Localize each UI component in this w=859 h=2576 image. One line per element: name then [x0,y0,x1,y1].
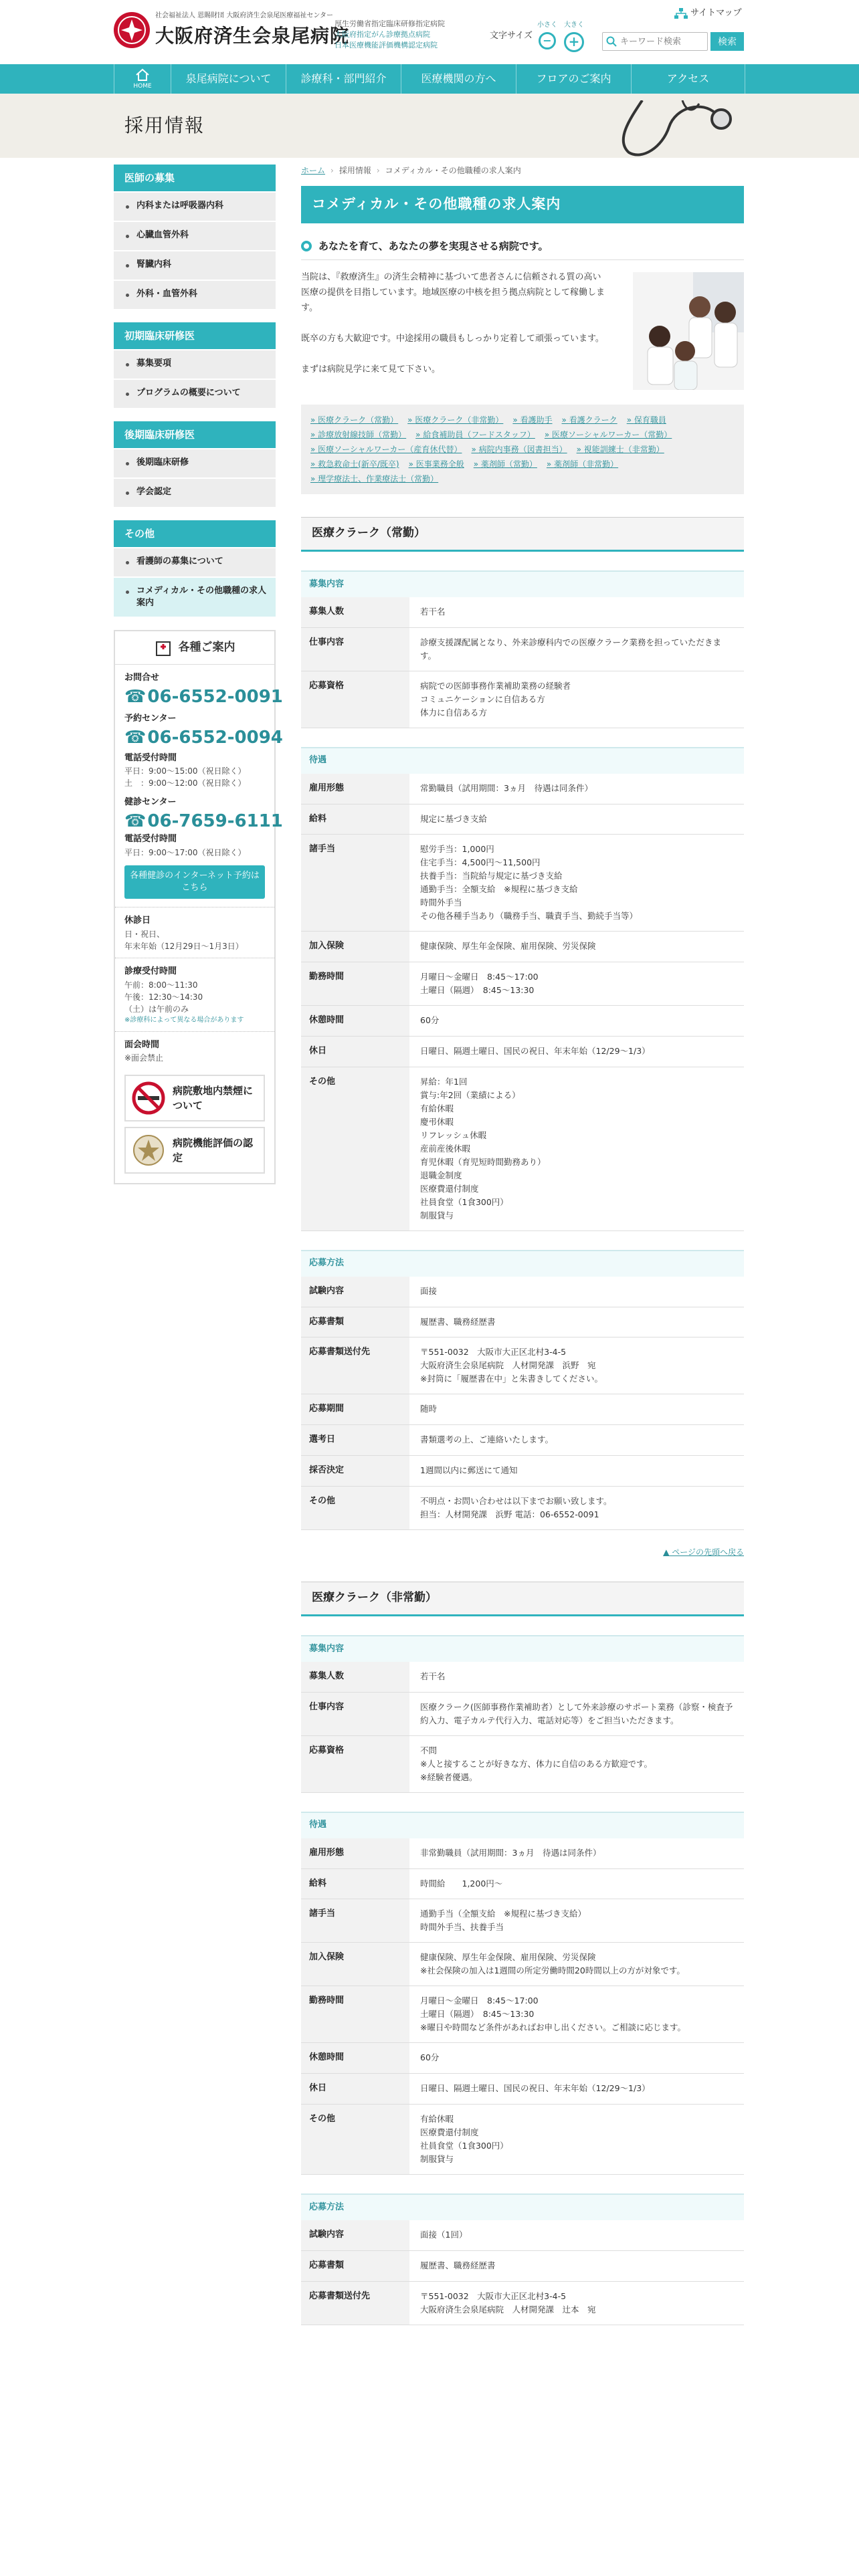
table-row [301,2104,744,2174]
main-content [301,165,744,2325]
row-label: 募集人数 [301,597,409,627]
sidebar-group-other [114,520,276,618]
table-row [301,2074,744,2105]
info-contacts [115,665,283,907]
inquiry-label: お問合せ [124,673,160,683]
phone-hours-weekday: 平日：9:00〜15:00（祝日除く） [124,766,246,776]
info-box [114,630,283,1184]
table-row [301,1486,744,1529]
page-title: コメディカル・その他職種の求人案内 [301,186,744,223]
logo-subtitle: 社会福祉法人 恩賜財団 大阪府済生会泉尾医療福祉センター [155,12,333,19]
row-label: その他 [301,2104,409,2174]
phone-icon: ☎ [124,727,147,748]
table-row [301,627,744,671]
breadcrumb-recruit[interactable]: 採用情報 [339,166,371,175]
job-subsection-heading: 募集内容 [301,1635,744,1662]
job-anchor-link[interactable]: » 理学療法士、作業療法士（常勤） [310,471,438,486]
font-size-label: 文字サイズ [490,31,533,41]
row-value: 病院での医師事務作業補助業務の経験者 コミュニケーションに自信ある方 体力に自信ある方 [409,671,744,728]
cert-3: 日本医療機能評価機構認定病院 [335,41,438,49]
row-value: 健康保険、厚生年金保険、雇用保険、労災保険 ※社会保険の加入は1週間の所定労働時間20時間以上の方が対象です。 [409,1943,744,1986]
row-value: 書類選考の上、ご連絡いたします。 [409,1425,744,1456]
font-small-label: 小さく [537,21,557,29]
job-anchor-link[interactable]: » 医療クラーク（非常勤） [407,413,503,427]
sitemap-link[interactable] [674,7,742,21]
sidebar-item-nurses[interactable]: 看護師の募集について [114,548,276,578]
job-anchor-link[interactable]: » 診療放射線技師（常勤） [310,427,406,442]
certifications [335,19,488,51]
checkup-label: 健診センター [124,797,177,808]
row-value: 随時 [409,1394,744,1425]
job-anchor-link[interactable]: » 医療ソーシャルワーカー（常勤） [545,427,672,442]
no-smoking-icon [131,1081,166,1115]
row-value: 診療支援課配属となり、外来診療科内での医療クラーク業務を担っていただきます。 [409,627,744,671]
hospital-evaluation-banner[interactable] [124,1127,265,1174]
hospital-name: 大阪府済生会泉尾病院 [155,25,350,47]
row-label: 応募書類送付先 [301,2281,409,2325]
reception-note: ※診療科によって異なる場合があります [124,1016,244,1024]
font-big-label: 大きく [564,21,584,29]
row-label: 応募書類送付先 [301,1337,409,1394]
row-value: 面接（1回） [409,2220,744,2250]
row-label: 応募期間 [301,1394,409,1425]
info-visiting [115,1032,274,1070]
row-label: 採否決定 [301,1455,409,1486]
row-label: 仕事内容 [301,627,409,671]
table-row [301,1006,744,1037]
table-row [301,2281,744,2325]
sidebar-group-initial-residents [114,322,276,409]
sitemap-label: サイトマップ [690,8,742,18]
row-label: 給料 [301,804,409,835]
job-subsection-heading: 募集内容 [301,570,744,597]
job-section [301,1582,744,2325]
row-label: その他 [301,1067,409,1230]
table-row [301,1337,744,1394]
cert-1: 厚生労働省指定臨床研修指定病院 [335,19,445,28]
logo-emblem-icon [114,12,150,48]
row-value: 若干名 [409,1662,744,1692]
table-row [301,962,744,1006]
job-title: 医療クラーク（常勤） [301,517,744,552]
sidebar-item-program-overview[interactable]: プログラムの概要について [114,380,276,409]
row-value: 月曜日〜金曜日 8:45〜17:00 土曜日（隔週） 8:45〜13:30 [409,962,744,1006]
circle-bullet-icon [301,241,312,251]
row-label: 仕事内容 [301,1692,409,1735]
row-value: 常勤職員（試用期間：3ヵ月 待遇は同条件） [409,774,744,804]
nav-about[interactable]: 泉尾病院について [171,64,286,94]
reserve-label: 予約センター [124,713,177,724]
row-label: 選考日 [301,1425,409,1456]
intro-paragraph-1: 当院は、『救療済生』の済生会精神に基づいて患者さんに信頼される質の高い医療の提供を目指しています。地域医療の中核を担う拠点病院として稼働します。 [301,272,605,313]
inquiry-phone-number: 06-6552-0091 [147,686,283,707]
job-detail-table [301,1662,744,1793]
zoom-out-icon: − [539,32,556,49]
job-detail-table [301,597,744,728]
row-value: 〒551-0032 大阪市大正区北村3-4-5 大阪府済生会泉尾病院 人材開発課 辻本 宛 [409,2281,744,2325]
sitemap-icon [674,8,688,19]
job-section [301,517,744,1559]
nav-floor-guide[interactable]: フロアのご案内 [516,64,632,94]
row-label: 休憩時間 [301,1006,409,1037]
table-row [301,1868,744,1899]
table-row [301,1277,744,1307]
job-subsection-heading: 応募方法 [301,2193,744,2220]
table-row [301,932,744,962]
job-title: 医療クラーク（非常勤） [301,1582,744,1616]
info-holidays [115,907,274,958]
row-label: 休日 [301,1036,409,1067]
row-value: 規定に基づき支給 [409,804,744,835]
intro-section [301,270,744,403]
sidebar-item-nephrology[interactable]: 腎臓内科 [114,251,276,281]
phone-hours-saturday: 土 ：9:00〜12:00（祝日除く） [124,778,246,788]
table-row [301,2250,744,2281]
sidebar [114,165,283,1184]
global-nav [0,64,859,94]
table-row [301,774,744,804]
sidebar-item-internal-medicine[interactable]: 内科または呼吸器内科 [114,193,276,222]
row-value: 不問 ※人と接することが好きな方、体力に自信のある方歓迎です。 ※経験者優遇。 [409,1735,744,1792]
job-listings [301,517,744,2325]
sidebar-heading-initial-residents[interactable]: 初期臨床研修医 [114,322,276,349]
home-icon [135,68,150,82]
no-smoking-banner-label: 病院敷地内禁煙について [173,1085,254,1112]
row-label: 雇用形態 [301,774,409,804]
checkup-phone[interactable] [124,810,283,833]
page-top-link[interactable]: ▲ ページの先頭へ戻る [663,1547,744,1557]
table-row [301,597,744,627]
sidebar-group-senior-residents [114,421,276,508]
online-checkup-reservation-button[interactable]: 各種健診のインターネット予約はこちら [124,865,265,899]
row-value: 若干名 [409,597,744,627]
row-label: 勤務時間 [301,962,409,1006]
intro-paragraph-3: まずは病院見学に来て見て下さい。 [301,364,441,374]
checkup-phone-number: 06-7659-6111 [147,811,283,832]
nav-departments[interactable]: 診療科・部門紹介 [286,64,401,94]
certification-icon [131,1133,166,1168]
row-value: 医療クラーク(医師事務作業補助者）として外来診療のサポート業務（診察・検査予約入力、電子カルテ代行入力、電話対応等）をご担当いただきます。 [409,1692,744,1735]
table-row [301,1036,744,1067]
table-row [301,1986,744,2043]
sidebar-item-senior-training[interactable]: 後期臨床研修 [114,449,276,479]
intro-heading-text: あなたを育て、あなたの夢を実現させる病院です。 [318,240,549,252]
reception-label: 診療受付時間 [124,966,177,976]
job-anchor-link[interactable]: » 医事業務全般 [409,457,464,471]
row-value: 非常勤職員（試用期間：3ヵ月 待遇は同条件） [409,1838,744,1868]
job-anchor-link[interactable]: » 病院内事務（図書担当） [471,442,567,457]
holiday-line-1: 日・祝日、 [124,929,165,939]
sidebar-heading-other[interactable]: その他 [114,520,276,547]
table-row [301,1067,744,1230]
row-value: 日曜日、隔週土曜日、国民の祝日、年末年始（12/29〜1/3） [409,1036,744,1067]
staff-photo [633,272,744,390]
checkup-hours: 平日：9:00〜17:00（祝日除く） [124,847,246,857]
table-row [301,2043,744,2074]
sidebar-heading-senior-residents[interactable]: 後期臨床研修医 [114,421,276,448]
breadcrumb-home[interactable]: ホーム [301,166,326,175]
row-value: 履歴書、職務経歴書 [409,1307,744,1337]
row-value: 〒551-0032 大阪市大正区北村3-4-5 大阪府済生会泉尾病院 人材開発課 浜野 宛 ※封筒に「履歴書在中」と朱書きしてください。 [409,1337,744,1394]
job-anchor-link[interactable]: » 医療クラーク（常勤） [310,413,398,427]
row-value: 履歴書、職務経歴書 [409,2250,744,2281]
row-label: 応募書類 [301,2250,409,2281]
sidebar-item-surgery[interactable]: 外科・血管外科 [114,281,276,310]
row-value: 通勤手当（全額支給 ※規程に基づき支給） 時間外手当、扶養手当 [409,1899,744,1943]
job-anchor-link[interactable]: » 保育職員 [627,413,666,427]
inquiry-phone[interactable] [124,685,283,708]
job-anchor-link[interactable]: » 看護助手 [512,413,552,427]
breadcrumb-current: コメディカル・その他職種の求人案内 [385,166,521,175]
table-row [301,1692,744,1735]
job-anchor-link[interactable]: » 薬剤師（常勤） [474,457,537,471]
table-row [301,1425,744,1456]
intro-text [301,270,609,377]
row-label: 休憩時間 [301,2043,409,2074]
row-label: 加入保険 [301,1943,409,1986]
nav-home[interactable] [114,64,171,94]
reserve-phone-number: 06-6552-0094 [147,727,283,748]
job-anchor-link[interactable]: » 医療ソーシャルワーカー（産育休代替） [310,442,462,457]
cert-2: 大阪府指定がん診療拠点病院 [335,30,430,39]
building-icon [155,640,172,656]
job-anchor-links [301,405,744,494]
nav-access[interactable]: アクセス [632,64,745,94]
holiday-line-2: 年末年始（12月29日〜1月3日） [124,941,244,951]
row-label: 試験内容 [301,2220,409,2250]
row-value: 有給休暇 医療費還付制度 社員食堂（1食300円） 制服貸与 [409,2104,744,2174]
row-label: 加入保険 [301,932,409,962]
info-heading [115,631,274,665]
table-row [301,1662,744,1692]
row-value: 60分 [409,2043,744,2074]
phone-hours-label: 電話受付時間 [124,752,177,763]
table-row [301,1899,744,1943]
job-detail-table [301,1277,744,1530]
row-value: 昇給：年1回 賞与:年2回（業績による） 有給休暇 慶弔休暇 リフレッシュ休暇 産前産後休暇 育児休暇（育児短時間勤務あり） 退職金制度 医療費還付制度 社員食堂（1食300円） 制服貸与 [409,1067,744,1230]
row-label: 試験内容 [301,1277,409,1307]
sidebar-group-doctors [114,165,276,310]
search-button[interactable]: 検索 [710,32,744,51]
table-row [301,671,744,728]
table-row [301,1394,744,1425]
row-label: 応募資格 [301,671,409,728]
table-row [301,2220,744,2250]
table-row [301,1455,744,1486]
intro-heading [301,238,744,260]
site-logo[interactable] [114,9,355,53]
reception-am: 午前：8:00〜11:30 [124,980,198,990]
job-detail-table [301,774,744,1231]
nav-medical-institutions[interactable]: 医療機関の方へ [401,64,516,94]
job-anchor-link[interactable]: » 看護クラーク [562,413,617,427]
row-label: 募集人数 [301,1662,409,1692]
table-row [301,1735,744,1792]
row-value: 60分 [409,1006,744,1037]
reserve-phone[interactable] [124,726,283,749]
breadcrumb: ホーム › 採用情報 › コメディカル・その他職種の求人案内 [301,166,521,175]
row-label: 休日 [301,2074,409,2105]
job-subsection-heading: 待遇 [301,747,744,774]
info-title: 各種ご案内 [178,640,235,654]
sidebar-item-cardiovascular-surgery[interactable]: 心臓血管外科 [114,222,276,251]
job-subsection-heading: 待遇 [301,1812,744,1838]
zoom-in-icon: + [564,32,584,52]
nav-home-label: HOME [133,83,152,90]
row-value: 1週間以内に郵送にて通知 [409,1455,744,1486]
checkup-hours-label: 電話受付時間 [124,834,177,845]
phone-icon: ☎ [124,686,147,707]
no-smoking-banner[interactable] [124,1075,265,1121]
job-detail-table [301,1838,744,2175]
row-label: 給料 [301,1868,409,1899]
row-label: 応募資格 [301,1735,409,1792]
info-reception [115,958,274,1032]
site-header [0,0,859,64]
job-detail-table [301,2220,744,2325]
job-subsection-heading: 応募方法 [301,1250,744,1277]
visit-label: 面会時間 [124,1039,160,1050]
row-label: その他 [301,1486,409,1529]
row-label: 勤務時間 [301,1986,409,2043]
row-value: 日曜日、隔週土曜日、国民の祝日、年末年始（12/29〜1/3） [409,2074,744,2105]
row-value: 時間給 1,200円〜 [409,1868,744,1899]
phone-icon: ☎ [124,811,147,832]
job-anchor-link[interactable]: » 給食補助員（フードスタッフ） [415,427,535,442]
visit-text: ※面会禁止 [124,1053,164,1063]
sidebar-item-recruitment[interactable]: 募集要項 [114,350,276,380]
job-anchor-link[interactable]: » 救急救命士(新卒/既卒) [310,457,399,471]
search-input[interactable] [602,32,708,51]
table-row [301,804,744,835]
table-row [301,1838,744,1868]
intro-paragraph-2: 既卒の方も大歓迎です。中途採用の職員もしっかり定着して頑張っています。 [301,334,604,344]
holiday-label: 休診日 [124,915,151,926]
reception-pm: 午後：12:30〜14:30 [124,992,203,1002]
stethoscope-icon [602,100,749,158]
font-small-button[interactable] [534,20,561,49]
job-anchor-link[interactable]: » 視能訓練士（非常勤） [577,442,664,457]
row-label: 雇用形態 [301,1838,409,1868]
sidebar-item-comedical[interactable]: コメディカル・その他職種の求人案内 [114,578,276,618]
row-label: 諸手当 [301,835,409,932]
row-value: 慰労手当：1,000円 住宅手当：4,500円〜11,500円 扶養手当：当院給与規定に基づき支給 通勤手当：全額支給 ※規程に基づき支給 時間外手当 その他各種手当あり（職務手当、職責手当、勤続手当等） [409,835,744,932]
sidebar-item-society-certification[interactable]: 学会認定 [114,479,276,508]
job-anchor-link[interactable]: » 薬剤師（非常勤） [547,457,618,471]
table-row [301,835,744,932]
hospital-evaluation-banner-label: 病院機能評価の認定 [173,1137,254,1164]
sidebar-heading-doctors[interactable]: 医師の募集 [114,165,276,191]
search-icon [606,36,617,47]
row-value: 不明点・お問い合わせは以下までお願い致します。 担当：人材開発課 浜野 電話：06-6552-0091 [409,1486,744,1529]
row-value: 月曜日〜金曜日 8:45〜17:00 土曜日（隔週） 8:45〜13:30 ※曜日や時間など条件があればお申し出ください。ご相談に応じます。 [409,1986,744,2043]
table-row [301,1943,744,1986]
reception-saturday: （土）は午前のみ [124,1004,189,1014]
row-value: 健康保険、厚生年金保険、雇用保険、労災保険 [409,932,744,962]
page-banner-title: 採用情報 [124,114,205,136]
font-big-button[interactable] [561,20,587,52]
row-value: 面接 [409,1277,744,1307]
row-label: 応募書類 [301,1307,409,1337]
table-row [301,1307,744,1337]
row-label: 諸手当 [301,1899,409,1943]
